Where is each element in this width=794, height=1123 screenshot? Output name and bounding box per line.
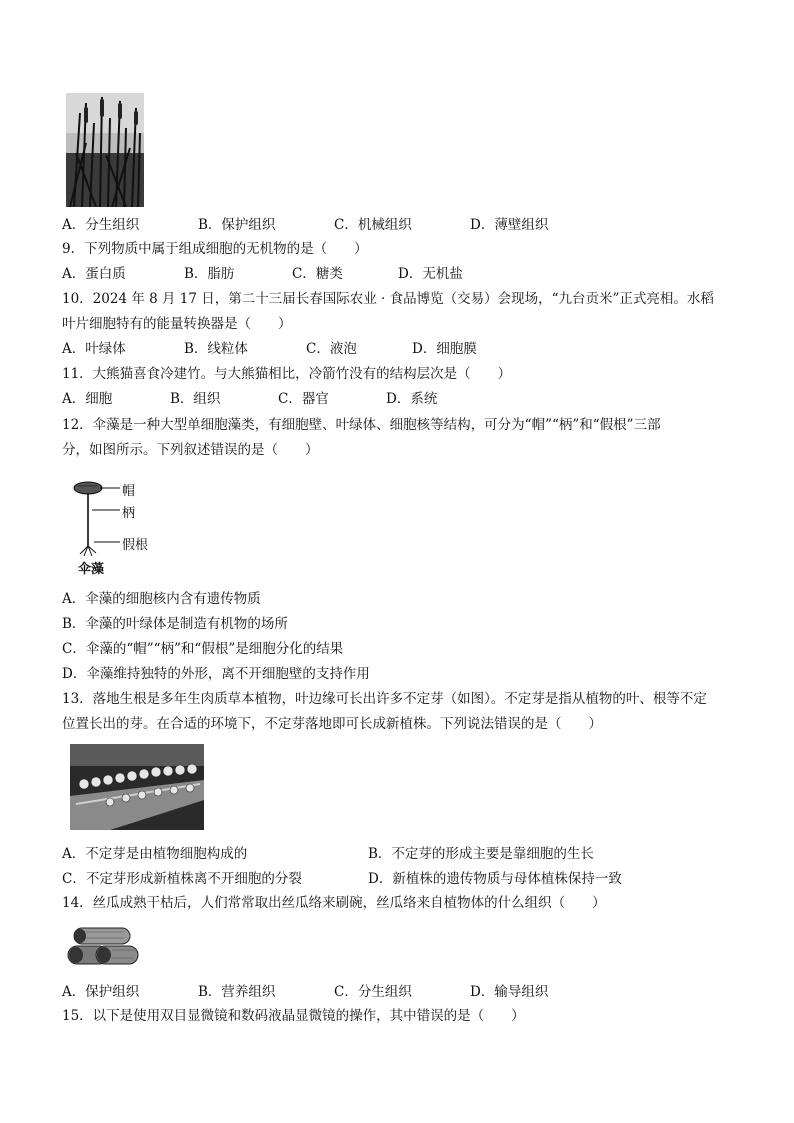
- q12-option-d: D．伞藻维持独特的外形，离不开细胞壁的支持作用: [62, 666, 370, 682]
- q12-stem-line2: 分，如图所示。下列叙述错误的是（ ）: [62, 442, 319, 458]
- q13-option-a: A．不定芽是由植物细胞构成的: [62, 846, 248, 862]
- q13-option-c: C．不定芽形成新植株离不开细胞的分裂: [62, 871, 302, 887]
- q14-stem: 14．丝瓜成熟干枯后，人们常常取出丝瓜络来刷碗，丝瓜络来自植物体的什么组织（ ）: [62, 895, 606, 911]
- q15-stem: 15．以下是使用双目显微镜和数码液晶显微镜的操作，其中错误的是（ ）: [62, 1008, 525, 1024]
- q8-option-d: D．薄壁组织: [470, 217, 549, 233]
- figure-caption: 伞藻: [78, 562, 105, 577]
- q13-stem-line2: 位置长出的芽。在合适的环境下，不定芽落地即可长成新植株。下列说法错误的是（ ）: [62, 716, 602, 732]
- q14-option-a: A．保护组织: [62, 984, 140, 1000]
- q14-option-c: C．分生组织: [334, 984, 412, 1000]
- q12-option-a: A．伞藻的细胞核内含有遗传物质: [62, 591, 261, 607]
- label-rhizoid: 假根: [122, 538, 149, 553]
- q12-stem-line1: 12．伞藻是一种大型单细胞藻类，有细胞壁、叶绿体、细胞核等结构，可分为“帽”“柄”和“假根”三部: [62, 417, 661, 433]
- q9-option-b: B．脂肪: [184, 266, 235, 282]
- q13-stem-line1: 13．落地生根是多年生肉质草本植物，叶边缘可长出许多不定芽（如图）。不定芽是指从植物的叶、根等不定: [62, 691, 707, 707]
- q10-stem-line1: 10．2024 年 8 月 17 日，第二十三届长春国际农业 · 食品博览（交易）会现场，“九台贡米”正式亮相。水稻: [62, 291, 714, 307]
- q12-option-c: C．伞藻的“帽”“柄”和“假根”是细胞分化的结果: [62, 641, 344, 657]
- q11-option-c: C．器官: [278, 391, 329, 407]
- label-stalk: 柄: [122, 506, 136, 521]
- q8-option-b: B．保护组织: [198, 217, 276, 233]
- q9-option-c: C．糖类: [292, 266, 343, 282]
- q13-option-b: B．不定芽的形成主要是靠细胞的生长: [368, 846, 594, 862]
- q11-stem: 11．大熊猫喜食冷建竹。与大熊猫相比，冷箭竹没有的结构层次是（ ）: [62, 366, 512, 382]
- q10-option-b: B．线粒体: [184, 341, 248, 357]
- q13-option-d: D．新植株的遗传物质与母体植株保持一致: [368, 871, 622, 887]
- loofah-photo: [66, 924, 140, 968]
- q8-option-c: C．机械组织: [334, 217, 412, 233]
- q10-option-d: D．细胞膜: [412, 341, 477, 357]
- q10-stem-line2: 叶片细胞特有的能量转换器是（ ）: [62, 316, 292, 332]
- label-cap: 帽: [122, 484, 136, 499]
- q11-option-d: D．系统: [386, 391, 438, 407]
- q10-option-c: C．液泡: [306, 341, 357, 357]
- q11-option-a: A．细胞: [62, 391, 113, 407]
- q8-option-a: A．分生组织: [62, 217, 140, 233]
- q12-option-b: B．伞藻的叶绿体是制造有机物的场所: [62, 616, 288, 632]
- q9-option-a: A．蛋白质: [62, 266, 126, 282]
- q9-stem: 9．下列物质中属于组成细胞的无机物的是（ ）: [62, 241, 368, 257]
- reed-photo: [66, 93, 144, 207]
- q14-option-d: D．输导组织: [470, 984, 549, 1000]
- acetabularia-figure: [70, 476, 180, 576]
- kalanchoe-leaf-photo: [70, 744, 204, 830]
- q11-option-b: B．组织: [170, 391, 221, 407]
- q14-option-b: B．营养组织: [198, 984, 276, 1000]
- q9-option-d: D．无机盐: [398, 266, 463, 282]
- q10-option-a: A．叶绿体: [62, 341, 126, 357]
